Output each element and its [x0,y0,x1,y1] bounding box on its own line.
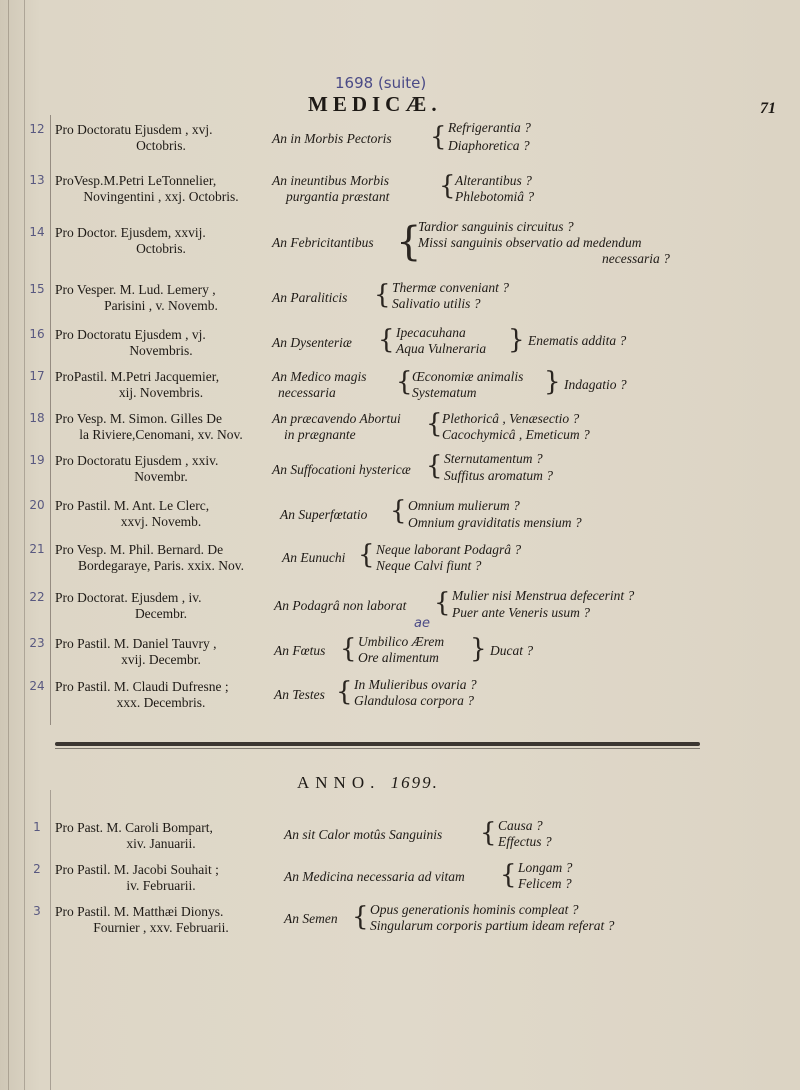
option-text: Glandulosa corpora ? [354,693,475,708]
occasion-line: Novembris. [129,343,193,358]
entry-number: 19 [29,453,45,467]
option-text: Salivatio utilis ? [392,296,481,311]
thesis-entry [0,616,800,672]
page-title: MEDICÆ. [308,92,442,116]
question-tail: Indagatio ? [564,377,627,392]
defense-occasion [55,820,267,852]
option-text: Singularum corporis partium ideam referat ? [370,918,615,933]
brace: { [390,496,407,526]
brace: { [480,818,497,848]
thesis-entry [0,282,800,318]
question-tail: Ducat ? [490,643,534,658]
occasion-line: Pro Pastil. M. Daniel Tauvry , [55,636,217,651]
occasion-line: xij. Novembris. [118,385,204,400]
thesis-question [272,590,792,626]
brace: { [352,902,369,932]
question-text: An Fœtus [274,643,326,658]
question-text: An Dysenteriæ [272,335,352,350]
occasion-line: Pro Doctorat. Ejusdem , iv. [55,590,202,605]
occasion-line: Octobris. [136,138,186,153]
option-text: Felicem ? [518,876,572,891]
thesis-entry [0,369,800,405]
thesis-question [272,411,792,447]
handwritten-correction: ae [414,616,430,631]
option-text: Thermæ conveniant ? [392,280,509,295]
defense-occasion [55,173,267,205]
question-tail: Enematis addita ? [528,333,627,348]
thesis-entry [0,411,800,447]
entry-number: 22 [29,590,45,604]
option-text: Omnium mulierum ? [408,498,520,513]
question-text: purgantia præstant [286,189,390,204]
occasion-line: xxx. Decembris. [116,695,206,710]
defense-occasion [55,498,267,530]
brace: { [358,540,375,570]
option-text: Refrigerantia ? [448,120,531,135]
thesis-question [272,282,792,318]
entry-number: 21 [29,542,45,556]
entry-number: 16 [29,327,45,341]
brace: { [439,171,456,201]
occasion-line: Pro Past. M. Caroli Bompart, [55,820,213,835]
section-divider [55,748,700,749]
question-text: An Testes [274,687,325,702]
occasion-line: Pro Pastil. M. Ant. Le Clerc, [55,498,210,513]
closing-brace: } [508,325,525,355]
thesis-question [272,369,792,405]
thesis-question [272,219,792,273]
option-text: Effectus ? [498,834,552,849]
defense-occasion [55,282,267,314]
option-text: Umbilico Ærem [358,634,445,649]
section-divider [55,742,700,746]
defense-occasion [55,590,267,622]
occasion-line: Pro Doctoratu Ejusdem , xxiv. [55,453,219,468]
option-text: Plethoricâ , Venæsectio ? [442,411,580,426]
defense-occasion [55,453,267,485]
entry-number: 12 [29,122,45,136]
thesis-entry [0,820,800,856]
thesis-entry [0,219,800,273]
occasion-line: Novembr. [134,469,188,484]
option-text: Sternutamentum ? [444,451,543,466]
option-text: In Mulieribus ovaria ? [354,677,477,692]
thesis-question [272,542,792,578]
occasion-line: xiv. Januarii. [126,836,196,851]
option-text: Neque Calvi fiunt ? [376,558,482,573]
option-text: Opus generationis hominis compleat ? [370,902,579,917]
entry-number: 17 [29,369,45,383]
year-value: 1699. [390,773,439,792]
thesis-entry [0,327,800,363]
entry-number: 13 [29,173,45,187]
brace: { [500,860,517,890]
occasion-line: ProVesp.M.Petri LeTonnelier, [55,173,217,188]
question-text: An præcavendo Abortui [272,411,401,426]
occasion-line: Pro Doctor. Ejusdem, xxvij. [55,225,206,240]
question-text: An Febricitantibus [272,235,374,250]
occasion-line: Bordegaraye, Paris. xxix. Nov. [78,558,244,573]
thesis-entry [0,862,800,898]
occasion-line: Decembr. [134,606,188,621]
occasion-line: Pro Doctoratu Ejusdem , xvj. [55,122,213,137]
question-text: An Paraliticis [272,290,348,305]
entry-number: 14 [29,225,45,239]
occasion-line: ProPastil. M.Petri Jacquemier, [55,369,220,384]
question-text: in prægnante [284,427,356,442]
occasion-line: iv. Februarii. [126,878,196,893]
option-text: Causa ? [498,818,543,833]
occasion-line: Pro Vesp. M. Simon. Gilles De [55,411,223,426]
question-text: An Suffocationi hystericæ [272,462,411,477]
thesis-question [272,679,792,715]
entry-number: 24 [29,679,45,693]
option-text: Diaphoretica ? [448,138,530,153]
occasion-line: xxvj. Novemb. [120,514,202,529]
option-text: Omnium graviditatis mensium ? [408,515,582,530]
closing-brace: } [470,634,487,664]
option-text: Longam ? [518,860,573,875]
occasion-line: Novingentini , xxj. Octobris. [83,189,239,204]
brace: { [430,122,447,152]
defense-occasion [55,327,267,359]
question-text: An in Morbis Pectoris [272,131,392,146]
defense-occasion [55,542,267,574]
thesis-question [272,616,792,672]
option-text: Cacochymicâ , Emeticum ? [442,427,590,442]
defense-occasion [55,225,267,257]
defense-occasion [55,679,267,711]
question-text: An sit Calor motûs Sanguinis [284,827,443,842]
brace: { [396,367,413,397]
occasion-line: Pro Vesper. M. Lud. Lemery , [55,282,216,297]
closing-brace: } [544,367,561,397]
option-text: Aqua Vulneraria [396,341,487,356]
thesis-entry [0,498,800,534]
thesis-question [272,453,792,489]
occasion-line: Octobris. [136,241,186,256]
page-number: 71 [760,100,776,117]
thesis-question [272,862,792,898]
question-text: An Superfœtatio [280,507,368,522]
defense-occasion [55,862,267,894]
option-text: Tardior sanguinis circuitus ? [418,219,574,234]
option-text: Alterantibus ? [455,173,532,188]
thesis-question [272,327,792,363]
thesis-entry [0,904,800,940]
brace: { [340,634,357,664]
defense-occasion [55,122,267,154]
thesis-question [272,904,792,940]
question-text: An Medicina necessaria ad vitam [284,869,465,884]
year-heading [297,773,439,793]
entry-number: 15 [29,282,45,296]
occasion-line: Pro Doctoratu Ejusdem , vj. [55,327,206,342]
entry-number: 2 [33,862,41,876]
brace: { [434,588,451,618]
question-text: An Medico magis [272,369,367,384]
option-text: Systematum [412,385,477,400]
brace: { [396,219,422,265]
thesis-entry [0,590,800,626]
question-text: necessaria [278,385,336,400]
thesis-question [272,820,792,856]
occasion-line: Pro Vesp. M. Phil. Bernard. De [55,542,224,557]
thesis-question [272,173,792,209]
occasion-line: Fournier , xxv. Februarii. [93,920,229,935]
handwritten-note: 1698 (suite) [335,74,427,92]
defense-occasion [55,636,267,668]
brace: { [426,451,443,481]
option-text: Ipecacuhana [396,325,466,340]
option-text: Neque laborant Podagrâ ? [376,542,522,557]
thesis-entry [0,542,800,578]
entry-number: 23 [29,636,45,650]
thesis-entry [0,173,800,209]
entry-number: 18 [29,411,45,425]
defense-occasion [55,904,267,936]
entry-number: 3 [33,904,41,918]
option-text: necessaria ? [602,251,670,266]
option-text: Mulier nisi Menstrua defecerint ? [452,588,635,603]
occasion-line: la Riviere,Cenomani, xv. Nov. [79,427,243,442]
entry-number: 1 [33,820,41,834]
thesis-entry [0,679,800,715]
brace: { [336,677,353,707]
occasion-line: Parisini , v. Novemb. [104,298,218,313]
defense-occasion [55,369,267,401]
option-text: Missi sanguinis observatio ad medendum [418,235,642,250]
question-text: An ineuntibus Morbis [272,173,389,188]
thesis-entry [0,122,800,162]
thesis-question [272,122,792,162]
question-text: An Semen [284,911,338,926]
brace: { [374,280,391,310]
option-text: Ore alimentum [358,650,439,665]
question-text: An Eunuchi [282,550,346,565]
occasion-line: Pro Pastil. M. Jacobi Souhait ; [55,862,219,877]
option-text: Œconomiæ animalis [412,369,524,384]
year-label: ANNO. [297,773,381,792]
brace: { [426,409,443,439]
entry-number: 20 [29,498,45,512]
option-text: Suffitus aromatum ? [444,468,554,483]
occasion-line: Pro Pastil. M. Claudi Dufresne ; [55,679,229,694]
option-text: Puer ante Veneris usum ? [452,605,590,620]
occasion-line: xvij. Decembr. [121,652,201,667]
question-text: An Podagrâ non laborat [274,598,407,613]
option-text: Phlebotomiâ ? [455,189,535,204]
brace: { [378,325,395,355]
thesis-entry [0,453,800,489]
defense-occasion [55,411,267,443]
thesis-question [272,498,792,534]
occasion-line: Pro Pastil. M. Matthæi Dionys. [55,904,224,919]
